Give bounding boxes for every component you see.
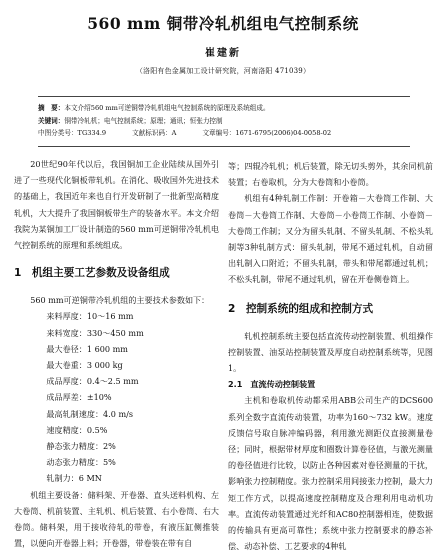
- param-item: 轧制力：6 MN: [46, 473, 102, 484]
- composition-paragraph: 轧机控制系统主要包括直流传动控制装置、机组操作控制装置、油泵站控制装置及厚度自动控制系统等，见图1。: [228, 330, 433, 374]
- param-item: 成品厚差：±10%: [46, 392, 112, 403]
- param-item: 最大卷径：1 600 mm: [46, 343, 128, 354]
- param-list: [14, 308, 219, 486]
- abstract-text: 本文介绍560 mm可逆铜带冷轧机组电气控制系统的原理及系统组成。: [64, 104, 270, 112]
- param-item: 最大卷重：3 000 kg: [46, 360, 123, 371]
- abstract-label: 摘 要：: [38, 104, 65, 112]
- section-1-heading: 1 机组主要工艺参数及设备组成: [14, 267, 170, 280]
- param-intro: 560 mm可逆铜带冷轧机组的主要技术参数如下：: [30, 295, 210, 306]
- param-item: 速度精度：0.5%: [46, 424, 108, 435]
- section-2-heading: 2 控制系统的组成和控制方式: [228, 302, 374, 315]
- keywords-text: 铜带冷轧机；电气控制系统；原理；通讯；恒张力控制: [64, 116, 223, 125]
- keywords-label: 关键词：: [38, 116, 65, 125]
- abstract-line: [38, 102, 410, 115]
- meta-line: [38, 127, 410, 140]
- param-item: 来料厚度：10～16 mm: [46, 311, 134, 322]
- dc-drive-paragraph: 主机和卷取机传动都采用ABB公司生产的DCS600系列全数字直流传动装置，功率为160～732 kW。速度反馈信号取自脉冲编码器，利用激光测距仪直接测量卷径；同时，根据带材厚度和圈数计算卷径值，与激光测量的卷径值进行比较，以防止各种因素对卷径测量的干扰，影响张力控制精度。张力控制采用间接张力控制，最大力矩工作方式，以提高速度控制精度及合理利用电动机功率。直流传动装置通过光纤和AC80控制器相连，使数据的传输具有更高可靠性；系统中张力控制要求的静态补偿、动态补偿、工艺要求的4种轧: [228, 395, 433, 552]
- author-name: 崔建新: [205, 48, 241, 59]
- right-column: [228, 158, 433, 554]
- param-item: 成品厚度：0.4～2.5 mm: [46, 376, 139, 387]
- article-number: 文章编号：1671-6795(2006)04-0058-02: [202, 129, 332, 137]
- equipment-paragraph: 机组主要设备：储料架、开卷器、直头送料机构、左大卷筒、机前装置、主轧机、机后装置、右小卷筒、右大卷筒。储料架，用于接收待轧的带卷，有液压缸侧推装置，以便向开卷器上料；开卷器，带卷装在带有自: [14, 489, 219, 549]
- left-column: [14, 156, 219, 551]
- top-rule: [38, 96, 410, 97]
- bottom-rule: [38, 146, 410, 147]
- keywords-line: [38, 115, 410, 128]
- document-code: 文献标识码：A: [132, 129, 177, 137]
- intro-paragraph: 20世纪90年代以后，我国铜加工企业陆续从国外引进了一些现代化铜板带轧机。在消化、吸收国外先进技术的基础上，我国近年来也自行开发研制了一批新型高精度轧机，大大提升了我国铜板带生产的装备水平。本文介绍我院为某铜加工厂设计制造的560 mm可逆铜带冷轧机电气控制系统的原理和系统组成。: [14, 159, 219, 251]
- paper-title: 560 mm 铜带冷轧机组电气控制系统: [87, 14, 359, 33]
- continued-paragraph: 等；四辊冷轧机；机后装置，除无切头剪外，其余同机前装置；右卷取机，分为大卷筒和小卷筒。: [228, 161, 433, 188]
- rolling-modes-paragraph: 机组有4种轧制工作制：开卷箱－大卷筒工作制、大卷筒－大卷筒工作制、大卷筒－小卷筒工作制、小卷筒－大卷筒工作制；又分为留头轧制、不留头轧制、不松头轧制等3种轧制方式：留头轧制，带尾不通过轧机，自动留出轧制入口附近；不留头轧制，带头和带尾都通过轧机；不松头轧制，带尾不通过轧机，留在开卷侧卷筒上。: [228, 193, 433, 285]
- param-item: 动态张力精度：5%: [46, 457, 116, 468]
- param-item: 最高轧制速度：4.0 m/s: [46, 408, 134, 419]
- affiliation: （洛阳有色金属加工设计研究院，河南洛阳 471039）: [135, 67, 311, 75]
- param-item: 来料宽度：330～450 mm: [46, 327, 144, 338]
- clc-number: 中图分类号：TG334.9: [38, 129, 107, 137]
- subsection-2-1-heading: 2.1 直流传动控制装置: [228, 379, 316, 390]
- abstract-block: [38, 102, 410, 140]
- param-item: 静态张力精度：2%: [46, 441, 116, 452]
